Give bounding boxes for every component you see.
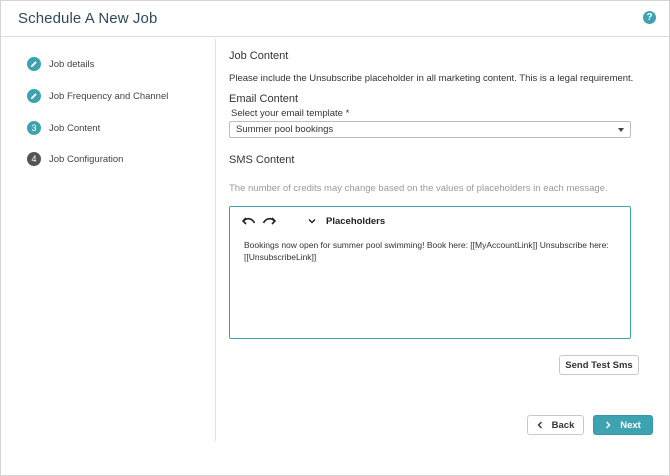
chevron-right-icon [605,421,611,429]
legal-notice: Please include the Unsubscribe placeholder in all marketing content. This is a legal requirement. [229,73,634,84]
next-button[interactable] [593,415,653,435]
step-label: Job Configuration [49,153,124,165]
selected-template: Summer pool bookings [236,124,334,135]
chevron-left-icon [537,421,543,429]
dialog-header [1,1,669,37]
chevron-down-icon [308,218,316,224]
send-test-sms-button[interactable] [559,355,639,375]
send-test-sms-label: Send Test Sms [565,359,633,371]
placeholders-dropdown[interactable] [308,216,385,227]
step-job-frequency[interactable] [27,88,168,104]
step-label: Job details [49,58,95,70]
step-label: Job Content [49,122,101,134]
undo-icon[interactable] [242,215,256,227]
email-template-select[interactable] [229,121,631,138]
step-job-details[interactable] [27,56,94,72]
sidebar-divider [215,39,216,441]
wizard-steps [1,39,215,441]
back-label: Back [551,419,575,431]
caret-down-icon [618,128,624,132]
credits-hint: The number of credits may change based on the values of placeholders in each message. [229,183,608,194]
sms-content-title: SMS Content [229,154,295,166]
sms-message-text[interactable]: Bookings now open for summer pool swimming! Book here: [[MyAccountLink]] Unsubscribe here: [[UnsubscribeLink]] [244,240,609,262]
step-number: 4 [27,152,41,166]
pencil-icon [27,57,41,71]
page-title: Schedule A New Job [18,10,158,27]
placeholders-label: Placeholders [326,215,386,227]
section-title: Job Content [229,50,289,62]
step-job-configuration[interactable] [27,151,123,167]
next-label: Next [620,419,641,431]
step-number: 3 [27,121,41,135]
back-button[interactable] [527,415,584,435]
pencil-icon [27,89,41,103]
step-label: Job Frequency and Channel [49,90,169,102]
editor-toolbar [242,214,385,228]
email-template-label: Select your email template * [231,108,350,119]
email-content-title: Email Content [229,93,299,105]
step-job-content[interactable] [27,120,100,136]
help-icon[interactable]: ? [643,11,656,24]
sms-editor[interactable] [229,206,631,339]
redo-icon[interactable] [262,215,276,227]
